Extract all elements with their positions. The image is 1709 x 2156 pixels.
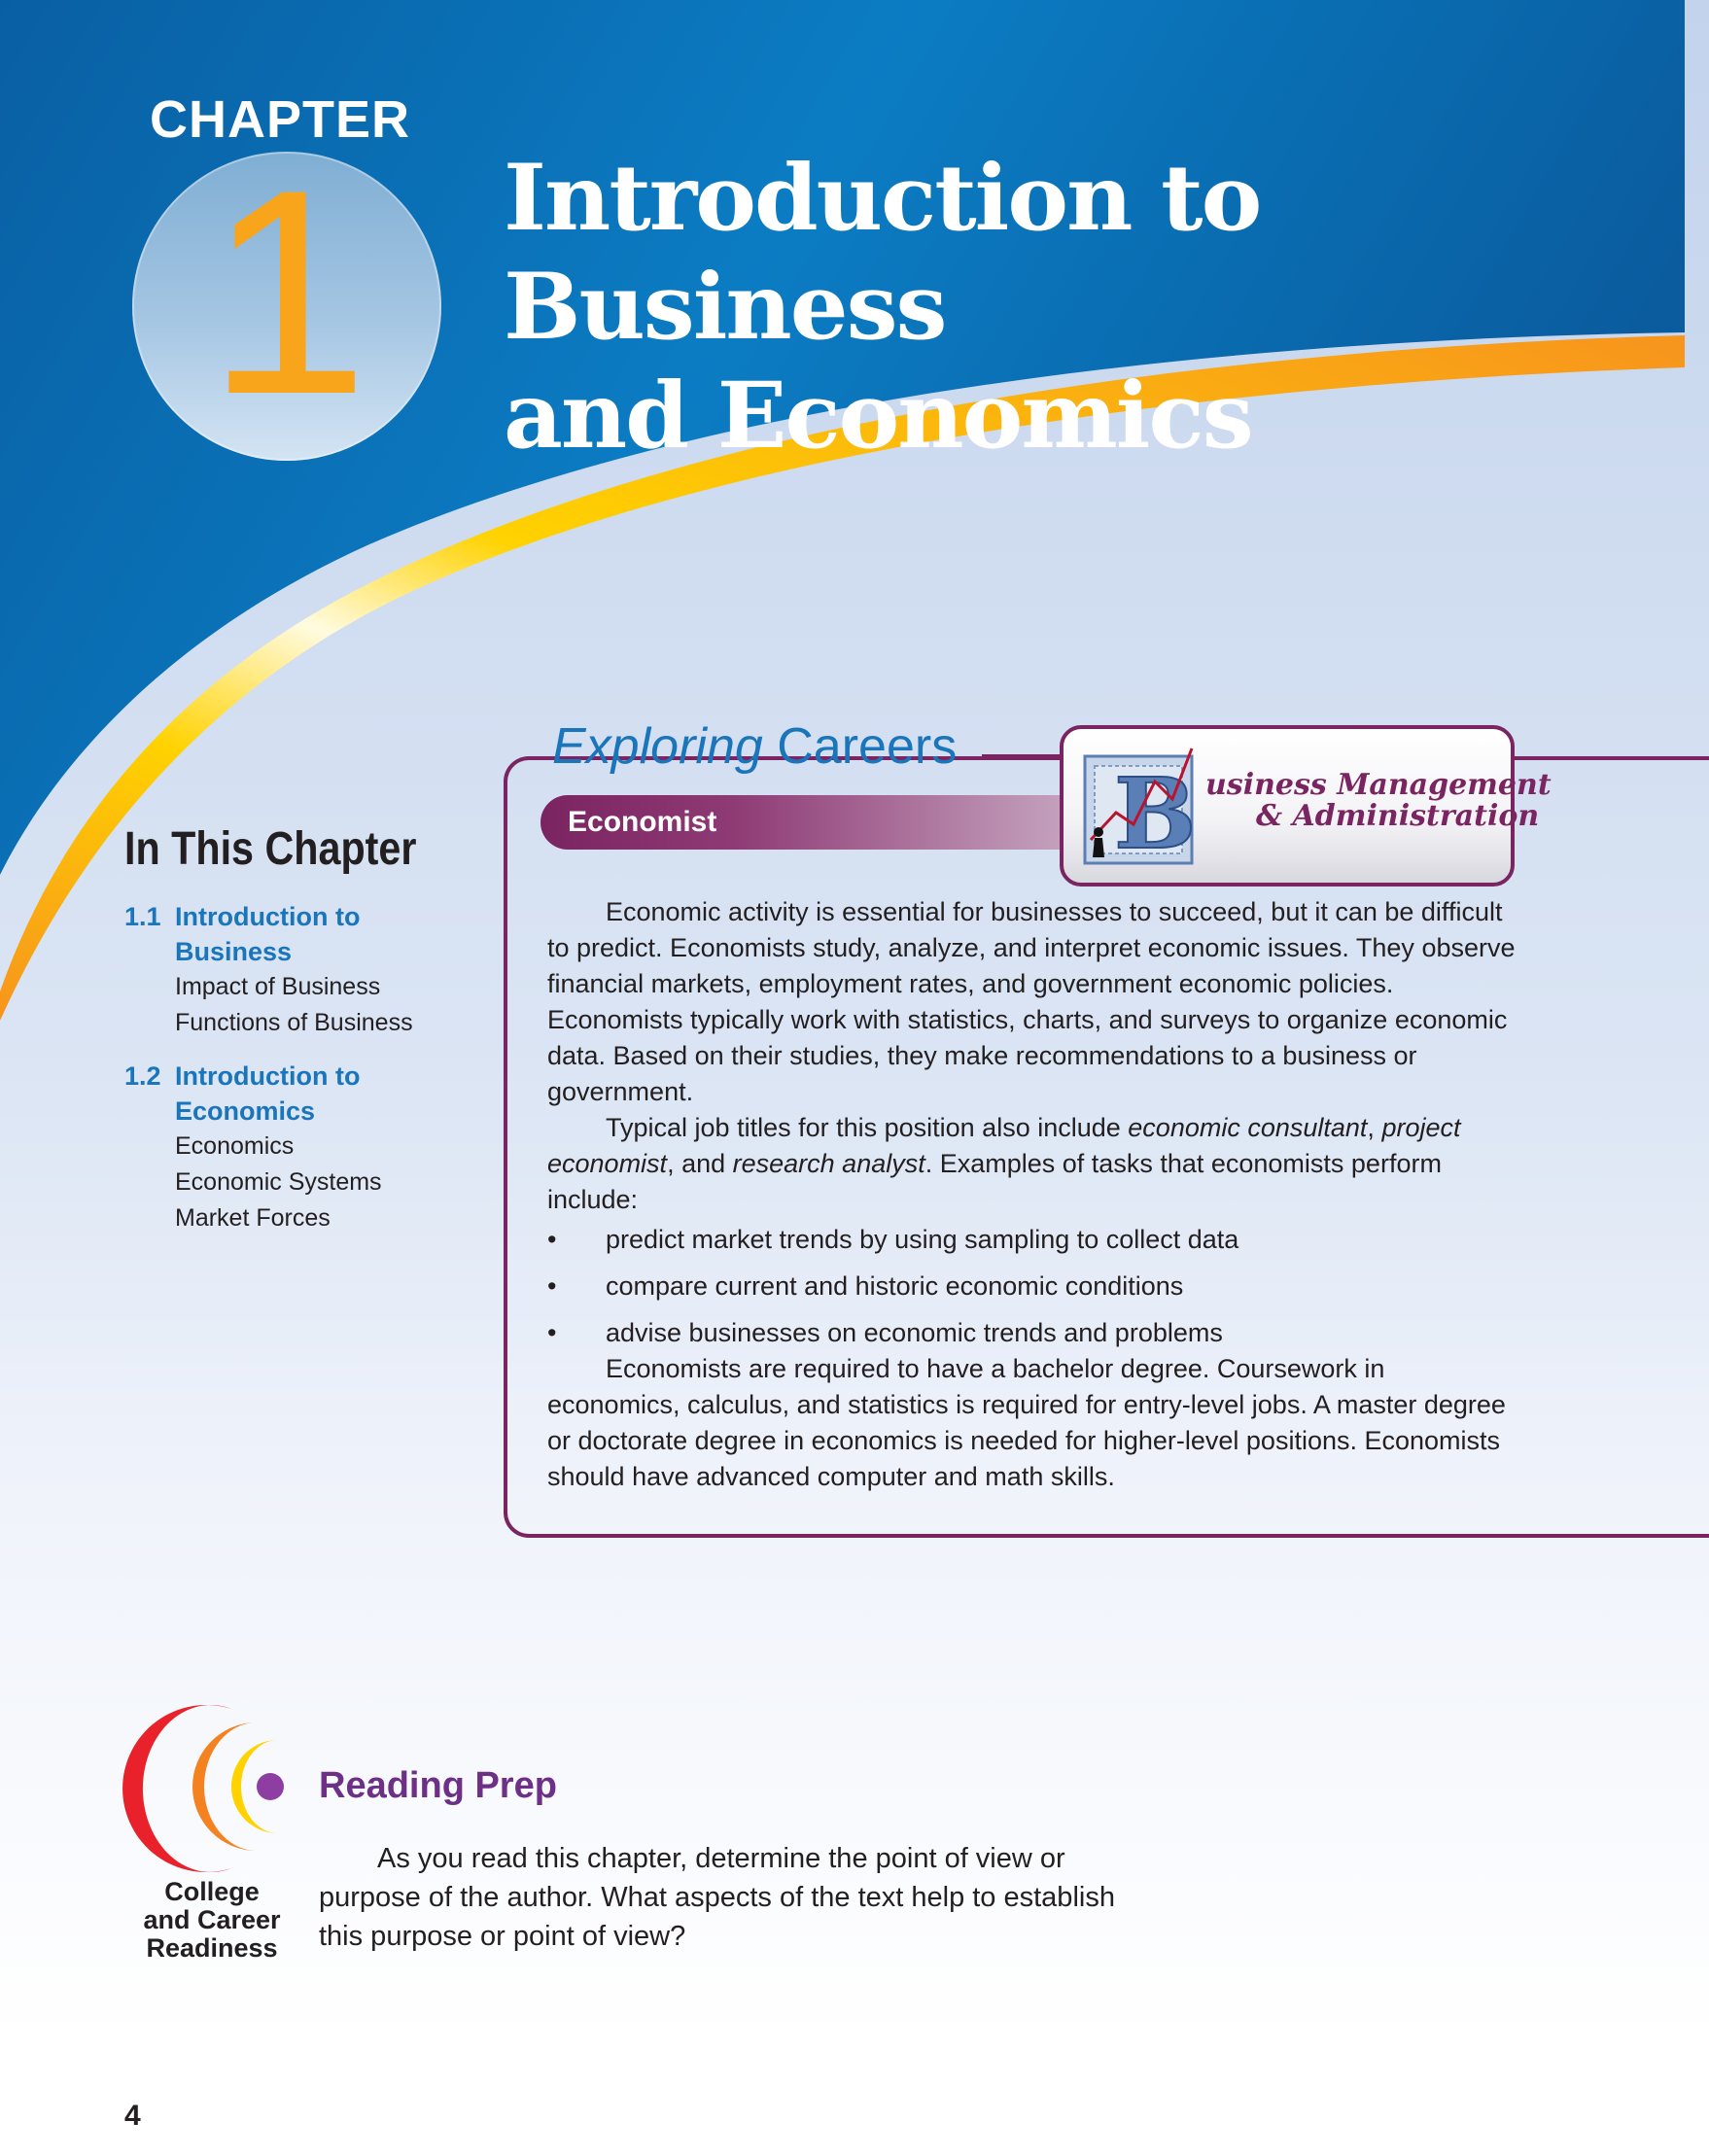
job-title-term: project economist [547, 1113, 1461, 1178]
toc-topic[interactable]: Functions of Business [175, 1009, 413, 1036]
career-paragraph: Economic activity is essential for businesses to succeed, but it can be difficult to predict. Economists study, analyze, and interpret economic issues. They observe financial markets, employment rates, and government economic policies. Economists typically work with statistics, charts, and surveys to organize economic data. Based on their studies, they make recommendations to a business or government. [547, 897, 1516, 1106]
toc-section[interactable] [124, 1059, 474, 1236]
chapter-title-line2: and Economics [504, 363, 1252, 469]
chapter-label: CHAPTER [150, 90, 411, 149]
text-run: Typical job titles for this position also include [606, 1113, 1129, 1142]
career-cluster-name [1205, 770, 1552, 832]
text-run: , [1367, 1113, 1382, 1142]
toc-topic[interactable]: Impact of Business [175, 973, 381, 1000]
text-run: . Examples of tasks that economists perform include: [547, 1149, 1442, 1214]
reading-prep-body [319, 1839, 1155, 1956]
job-title-term: research analyst [732, 1149, 925, 1178]
toc-section-name-line2: Economics [175, 1096, 316, 1126]
ccr-line3: Readiness [146, 1933, 278, 1963]
toc-section-name-line1: Introduction to [175, 1061, 361, 1091]
toc-section-name-line1: Introduction to [175, 902, 361, 931]
exploring-careers-heading-italic: Exploring [552, 718, 763, 775]
page-number: 4 [124, 2100, 141, 2132]
text-run: , and [667, 1149, 733, 1178]
svg-text:B: B [1114, 756, 1197, 871]
exploring-careers-heading-rest: Careers [762, 718, 958, 775]
toc-topic[interactable]: Economic Systems [175, 1168, 382, 1196]
in-this-chapter-heading: In This Chapter [124, 823, 417, 875]
toc-section[interactable] [124, 899, 474, 1041]
task-item [547, 1222, 1519, 1258]
bullet: • [547, 1318, 557, 1347]
reading-prep-text: As you read this chapter, determine the point of view or purpose of the author. What aspects of the text help to establish this purpose or point of view? [319, 1843, 1115, 1952]
task-item [547, 1269, 1519, 1304]
career-description [547, 894, 1519, 1495]
heading-rule [982, 754, 1062, 758]
in-this-chapter [124, 822, 474, 1254]
toc-section-title[interactable] [124, 1059, 474, 1129]
toc-section-number: 1.1 [124, 902, 161, 931]
task-list [547, 1222, 1519, 1351]
task-text: predict market trends by using sampling to collect data [606, 1225, 1239, 1254]
chapter-title-line1: Introduction to Business [504, 145, 1261, 361]
task-item [547, 1315, 1519, 1351]
chapter-number: 1 [206, 128, 369, 455]
career-paragraph: Economists are required to have a bachelor degree. Coursework in economics, calculus, and statistics is required for entry-level jobs. A master degree or doctorate degree in economics is needed for higher-level positions. Economists should have advanced computer and math skills. [547, 1354, 1506, 1491]
chapter-title [504, 144, 1685, 470]
business-cluster-icon [1077, 743, 1203, 869]
toc-section-name-line2: Business [175, 937, 293, 966]
ccr-line1: College [164, 1877, 260, 1906]
bullet: • [547, 1271, 557, 1301]
college-career-readiness-label [115, 1878, 309, 1963]
career-cluster-line2: & Administration [1256, 799, 1540, 833]
career-cluster-line1: usiness Management [1205, 768, 1552, 802]
toc-section-name [175, 1059, 360, 1129]
toc-section-name [175, 899, 360, 969]
college-career-readiness-icon [134, 1701, 299, 1876]
job-title-term: economic consultant [1128, 1113, 1368, 1142]
toc-topic[interactable]: Market Forces [175, 1204, 331, 1232]
career-cluster-logo [1060, 725, 1552, 887]
exploring-careers-heading [546, 717, 962, 776]
bullet: • [547, 1225, 557, 1254]
career-paragraph [547, 1110, 1519, 1218]
task-text: compare current and historic economic conditions [606, 1271, 1184, 1301]
career-title-tab: Economist [541, 795, 1085, 850]
toc-section-title[interactable] [124, 899, 474, 969]
toc-topic[interactable]: Economics [175, 1132, 295, 1160]
ccr-line2: and Career [143, 1905, 281, 1934]
toc-section-number: 1.2 [124, 1061, 161, 1091]
task-text: advise businesses on economic trends and problems [606, 1318, 1223, 1347]
reading-prep-title: Reading Prep [319, 1765, 557, 1806]
